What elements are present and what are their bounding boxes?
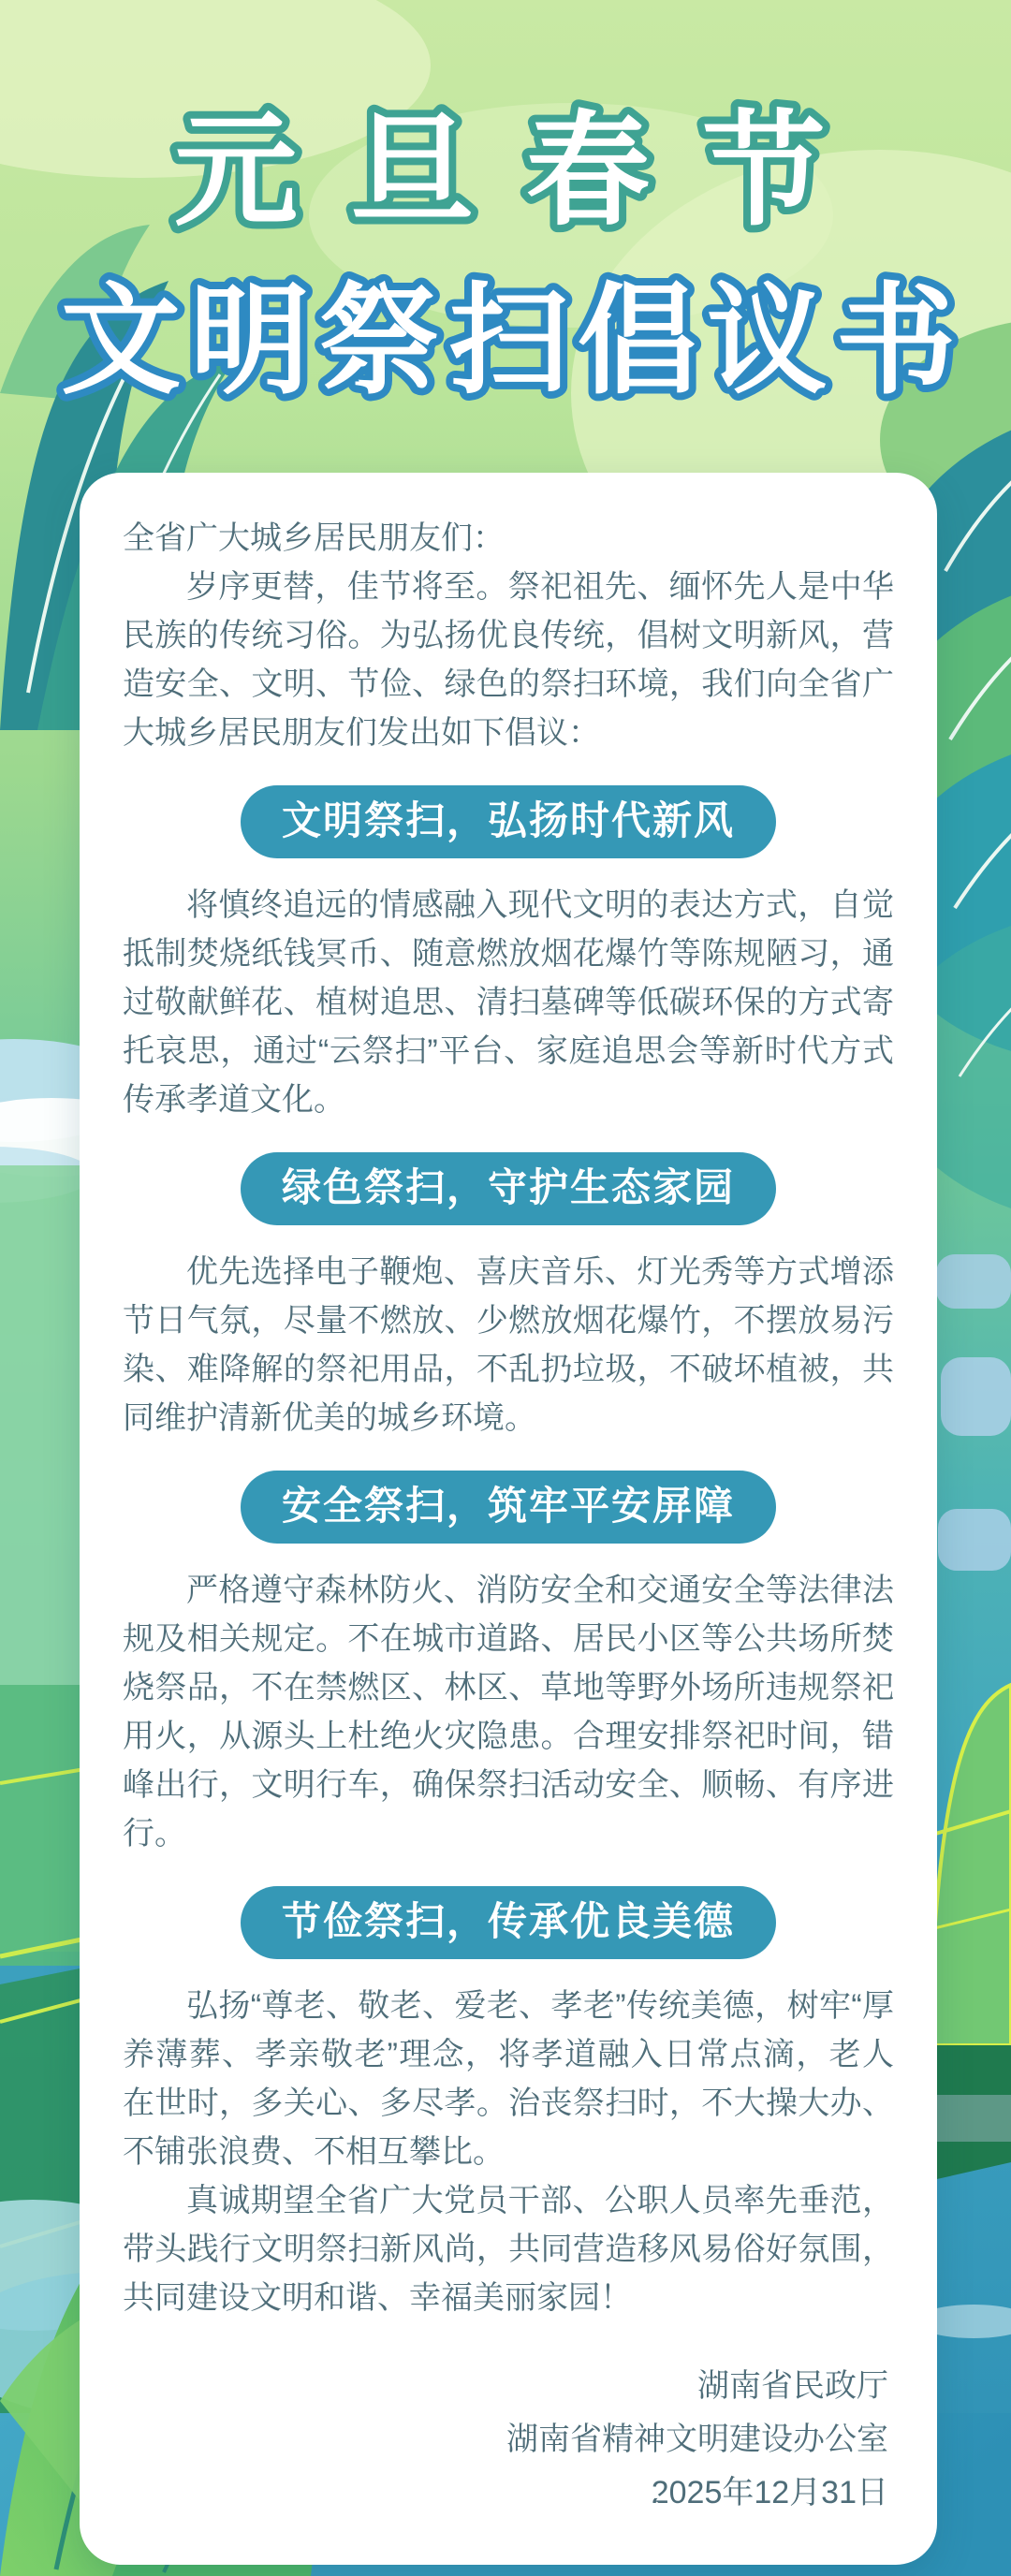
signature-org-1: 湖南省民政厅 xyxy=(697,2368,888,2404)
poster-title-line2: 文明祭扫倡议书 xyxy=(60,274,966,408)
section-green xyxy=(123,1152,894,1442)
section-heading-row xyxy=(123,1886,894,1959)
signature-org-2: 湖南省精神文明建设办公室 xyxy=(506,2422,888,2457)
footer-credit: 湖南文明网 制作 xyxy=(344,2478,667,2522)
section-thrifty xyxy=(123,1886,894,2176)
poster-title-line1: 元旦春节 xyxy=(174,102,878,240)
section-civilized xyxy=(123,785,894,1124)
section-paragraph: 严格遵守森林防火、消防安全和交通安全等法律法规及相关规定。不在城市道路、居民小区等公共场所焚烧祭品，不在禁燃区、林区、草地等野外场所违规祭祀用火，从源头上杜绝火灾隐患。合理安排祭祀时间，错峰出行，文明行车，确保祭扫活动安全、顺畅、有序进行。 xyxy=(123,1573,894,1852)
section-heading-row xyxy=(123,1471,894,1544)
section-safe xyxy=(123,1471,894,1858)
section-heading-pill: 安全祭扫，筑牢平安屏障 xyxy=(241,1471,776,1544)
section-paragraph: 弘扬“尊老、敬老、爱老、孝老”传统美德，树牢“厚养薄葬、孝亲敬老”理念，将孝道融入日常点滴，老人在世时，多关心、多尽孝。治丧祭扫时，不大操大办、不铺张浪费、不相互攀比。 xyxy=(123,1988,894,2170)
section-heading-pill: 节俭祭扫，传承优良美德 xyxy=(241,1886,776,1959)
proposal-card xyxy=(80,473,937,2565)
closing-paragraph: 真诚期望全省广大党员干部、公职人员率先垂范，带头践行文明祭扫新风尚，共同营造移风易俗好氛围，共同建设文明和谐、幸福美丽家园！ xyxy=(123,2183,894,2316)
cloud-bands-right xyxy=(936,1254,1011,1571)
section-heading-pill: 绿色祭扫，守护生态家园 xyxy=(241,1152,776,1225)
section-heading-row xyxy=(123,1152,894,1225)
section-heading-row xyxy=(123,785,894,858)
poster-title xyxy=(0,0,1011,449)
greeting: 全省广大城乡居民朋友们： xyxy=(123,520,505,556)
section-paragraph: 优先选择电子鞭炮、喜庆音乐、灯光秀等方式增添节日气氛，尽量不燃放、少燃放烟花爆竹，不摆放易污染、难降解的祭祀用品，不乱扔垃圾，不破坏植被，共同维护清新优美的城乡环境。 xyxy=(123,1254,894,1436)
section-paragraph: 将慎终追远的情感融入现代文明的表达方式，自觉抵制焚烧纸钱冥币、随意燃放烟花爆竹等陈规陋习，通过敬献鲜花、植树追思、清扫墓碑等低碳环保的方式寄托哀思，通过“云祭扫”平台、家庭追思会等新时代方式传承孝道文化。 xyxy=(123,887,894,1118)
section-heading-pill: 文明祭扫，弘扬时代新风 xyxy=(241,785,776,858)
intro-paragraph: 岁序更替，佳节将至。祭祀祖先、缅怀先人是中华民族的传统习俗。为弘扬优良传统，倡树文明新风，营造安全、文明、节俭、绿色的祭扫环境，我们向全省广大城乡居民朋友们发出如下倡议： xyxy=(123,569,894,751)
signature-date: 2025年12月31日 xyxy=(651,2475,888,2510)
